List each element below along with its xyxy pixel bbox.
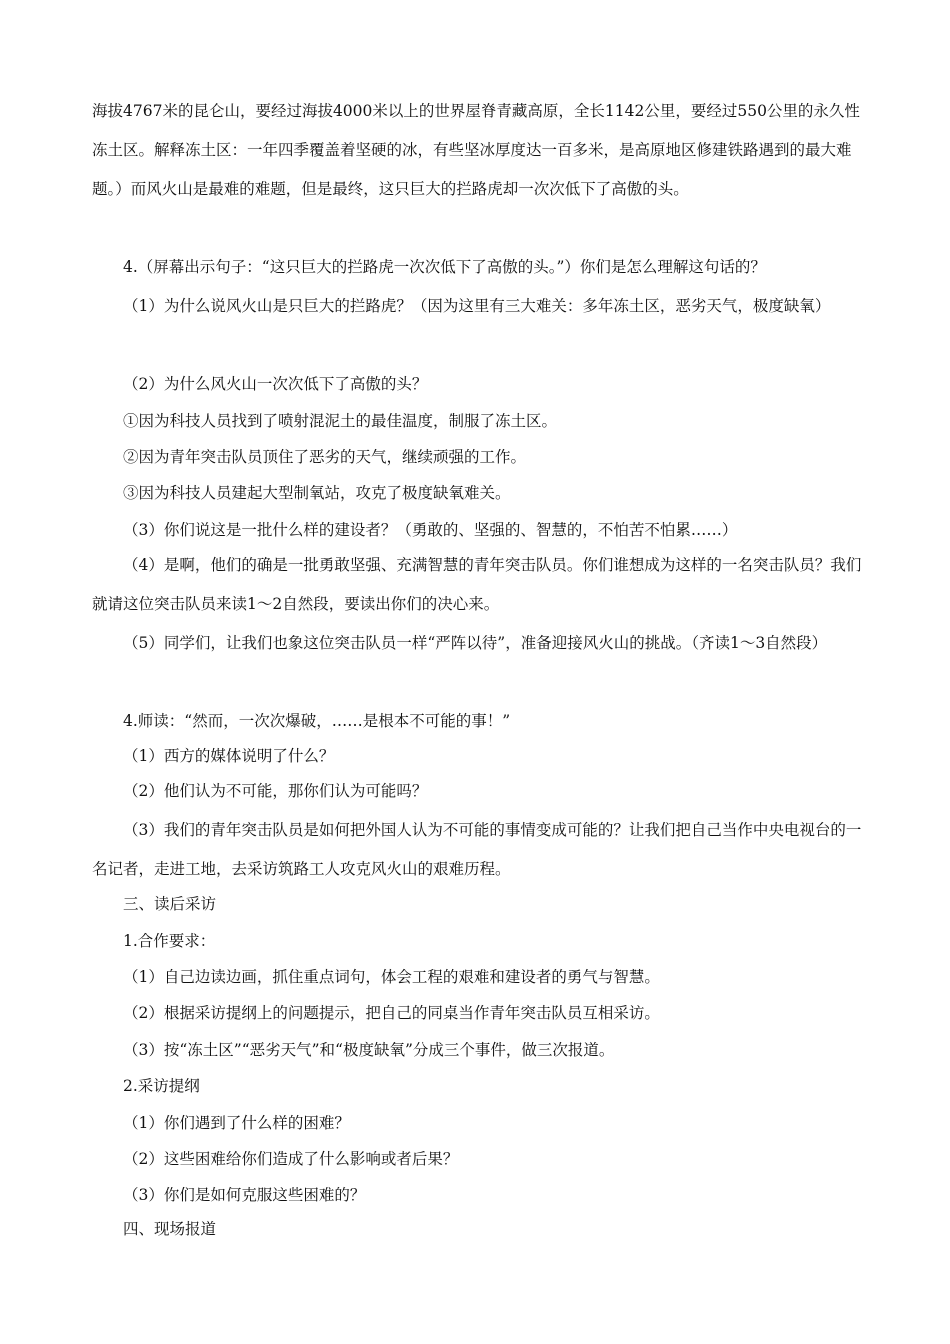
paragraph-reason-3: ③因为科技人员建起大型制氧站，攻克了极度缺氧难关。 [123,484,511,502]
paragraph-sub-3: （3）你们说这是一批什么样的建设者？（勇敢的、坚强的、智慧的，不怕苦不怕累……） [123,521,738,539]
outline-q-3: （3）你们是如何克服这些困难的？ [123,1186,366,1204]
cooperation-req-2: （2）根据采访提纲上的问题提示，把自己的同桌当作青年突击队员互相采访。 [123,1004,660,1022]
paragraph-possible-question: （2）他们认为不可能，那你们认为可能吗？ [123,782,428,800]
section-heading-report: 四、现场报道 [123,1220,217,1238]
paragraph-sub-4: （4）是啊，他们的确是一批勇敢坚强、充满智慧的青年突击队员。你们谁想成为这样的一名突击队员？我们就请这位突击队员来读1～2自然段，要读出你们的决心来。 [92,556,862,613]
paragraph-reason-2: ②因为青年突击队员顶住了恶劣的天气，继续顽强的工作。 [123,448,527,466]
paragraph-sub-5: （5）同学们，让我们也象这位突击队员一样“严阵以待”，准备迎接风火山的挑战。（齐读1～3自然段） [123,634,828,652]
cooperation-req-3: （3）按“冻土区”“恶劣天气”和“极度缺氧”分成三个事件，做三次报道。 [123,1041,615,1059]
cooperation-heading: 1.合作要求： [123,932,216,950]
section-heading-interview: 三、读后采访 [123,895,217,913]
outline-q-2: （2）这些困难给你们造成了什么影响或者后果？ [123,1150,459,1168]
paragraph-item-4-question: 4.（屏幕出示句子：“这只巨大的拦路虎一次次低下了高傲的头。”）你们是怎么理解这句话的？ [123,258,766,276]
paragraph-teacher-reading: 4.师读：“然而，一次次爆破，……是根本不可能的事！” [123,712,511,730]
paragraph-media-question: （1）西方的媒体说明了什么？ [123,747,335,765]
paragraph-reason-1: ①因为科技人员找到了喷射混泥土的最佳温度，制服了冻土区。 [123,412,558,430]
cooperation-req-1: （1）自己边读边画，抓住重点词句，体会工程的艰难和建设者的勇气与智慧。 [123,968,660,986]
paragraph-reporter-task: （3）我们的青年突击队员是如何把外国人认为不可能的事情变成可能的？让我们把自己当作中央电视台的一名记者，走进工地，去采访筑路工人攻克风火山的艰难历程。 [92,821,862,878]
outline-heading: 2.采访提纲 [123,1077,200,1095]
paragraph-sub-1: （1）为什么说风火山是只巨大的拦路虎？（因为这里有三大难关：多年冻土区，恶劣天气，极度缺氧） [123,297,831,315]
paragraph-continuation: 海拔4767米的昆仑山，要经过海拔4000米以上的世界屋脊青藏高原，全长1142公里，要经过550公里的永久性冻土区。解释冻土区：一年四季覆盖着坚硬的冰，有些坚冰厚度达一百多米，是高原地区修建铁路遇到的最大难题。）而风火山是最难的难题，但是最终，这只巨大的拦路虎却一次次低下了高傲的头。 [92,102,860,198]
outline-q-1: （1）你们遇到了什么样的困难？ [123,1114,350,1132]
paragraph-sub-2: （2）为什么风火山一次次低下了高傲的头？ [123,375,428,393]
